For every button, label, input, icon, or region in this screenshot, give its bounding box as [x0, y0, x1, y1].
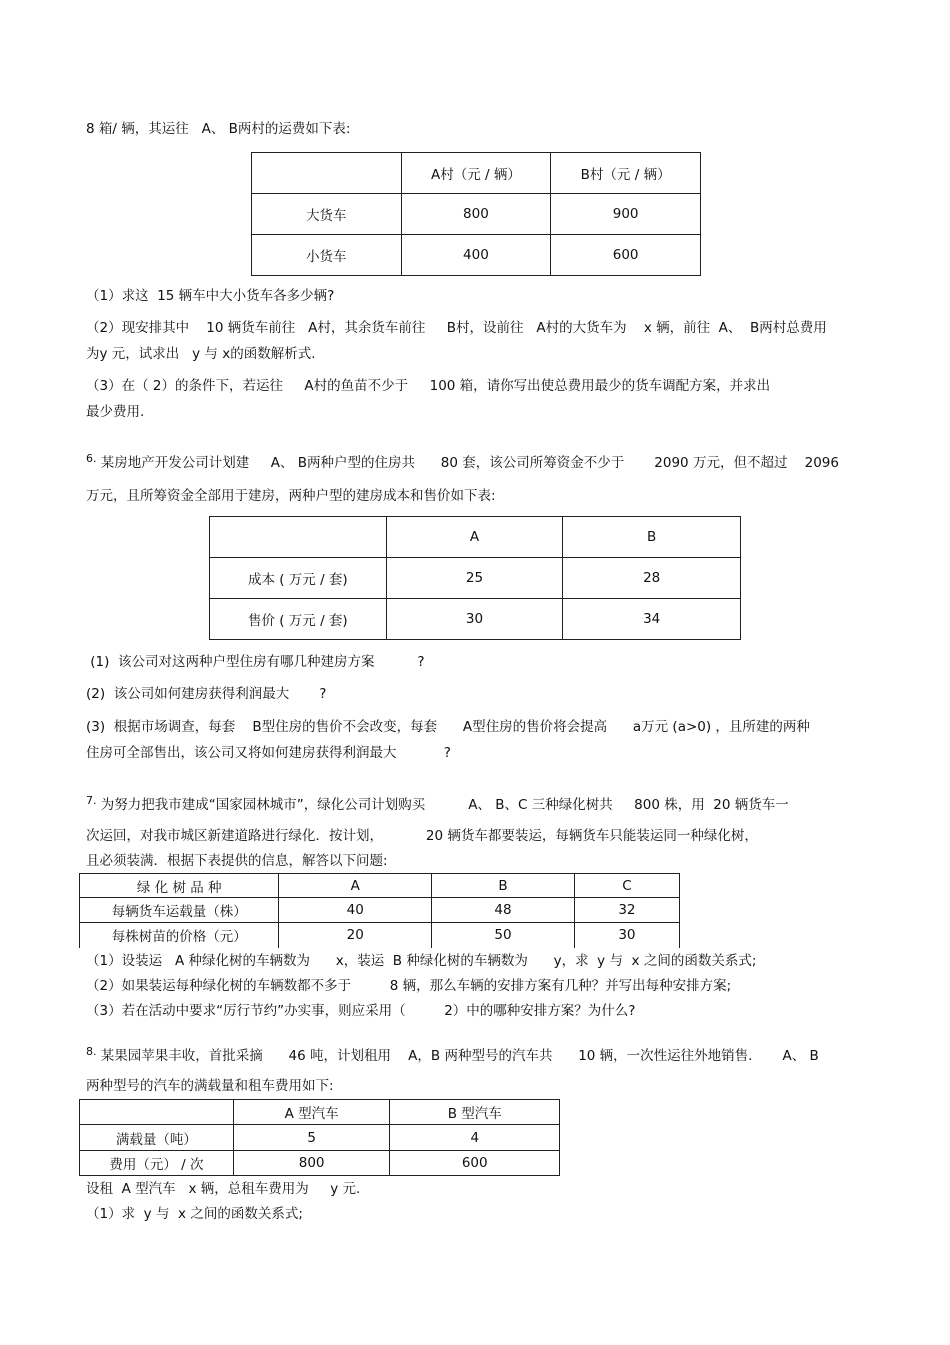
s6-cell: 30: [386, 599, 563, 640]
s8-line1-text: 某果园苹果丰收，首批采摘 46 吨，计划租用 A，B 两种型号的汽车共 10 辆，一次性运往外地销售. A、 B: [96, 1048, 819, 1064]
s6-cell: 28: [563, 558, 741, 599]
s6-q2: (2) 该公司如何建房获得利润最大 ?: [86, 686, 327, 702]
s8-note: 设租 A 型汽车 x 辆，总租车费用为 y 元.: [86, 1181, 361, 1197]
s8-cell: 800: [233, 1151, 390, 1176]
s6-cell: 34: [563, 599, 741, 640]
s5-q1: （1）求这 15 辆车中大小货车各多少辆?: [86, 288, 335, 304]
s6-line1-text: 某房地产开发公司计划建 A、 B两种户型的住房共 80 套，该公司所筹资金不少于 2090 万元，但不超过 2096: [96, 455, 839, 471]
s8-cell: 600: [390, 1151, 560, 1176]
s6-cell: 25: [386, 558, 563, 599]
s7-cell: 每辆货车运载量（株）: [80, 898, 279, 923]
s5-th-2: B村（元 / 辆）: [551, 153, 701, 194]
s7-q2: （2）如果装运每种绿化树的车辆数都不多于 8 辆，那么车辆的安排方案有几种？并写出每种安排方案;: [86, 978, 732, 994]
s8-th-2: B 型汽车: [390, 1100, 560, 1125]
s8-line1: [86, 1043, 819, 1065]
s5-th-1: A村（元 / 辆）: [401, 153, 551, 194]
s6-q3-line2: 住房可全部售出，该公司又将如何建房获得利润最大 ?: [86, 745, 451, 761]
s5-cell: 600: [551, 235, 701, 276]
s7-cell: 32: [574, 898, 679, 923]
s7-th-3: C: [574, 874, 679, 898]
s6-housing-table: [209, 516, 741, 640]
s7-q3: （3）若在活动中要求“厉行节约”办实事，则应采用（ 2）中的哪种安排方案？为什么?: [86, 1003, 636, 1019]
s5-cell: 800: [401, 194, 551, 235]
s8-q1: （1）求 y 与 x 之间的函数关系式;: [86, 1206, 303, 1222]
s7-th-0: 绿 化 树 品 种: [80, 874, 279, 898]
s8-cell: 费用（元） / 次: [80, 1151, 234, 1176]
s6-line2: 万元，且所筹资金全部用于建房，两种户型的建房成本和售价如下表:: [86, 488, 496, 504]
s8-th-1: A 型汽车: [233, 1100, 390, 1125]
s6-cell: 成本 ( 万元 / 套): [210, 558, 387, 599]
s6-q3-line1: (3) 根据市场调查，每套 B型住房的售价不会改变，每套 A型住房的售价将会提高 a万元 (a>0) ，且所建的两种: [86, 719, 810, 735]
s7-th-1: A: [279, 874, 432, 898]
s7-cell: 50: [432, 923, 575, 948]
s8-cell: 5: [233, 1125, 390, 1151]
s5-th-0: [252, 153, 402, 194]
s6-q1: (1) 该公司对这两种户型住房有哪几种建房方案 ?: [86, 654, 425, 670]
s5-cell: 小货车: [252, 235, 402, 276]
s7-line1: [86, 792, 789, 814]
s8-cell: 4: [390, 1125, 560, 1151]
s7-cell: 40: [279, 898, 432, 923]
s5-cell: 400: [401, 235, 551, 276]
s5-q3-line2: 最少费用.: [86, 404, 145, 420]
s6-cell: 售价 ( 万元 / 套): [210, 599, 387, 640]
s7-line2: 次运回，对我市城区新建道路进行绿化．按计划， 20 辆货车都要装运，每辆货车只能装运同一种绿化树，: [86, 828, 758, 844]
s6-line1: [86, 450, 839, 472]
s7-q1: （1）设装运 A 种绿化树的车辆数为 x，装运 B 种绿化树的车辆数为 y，求 y 与 x 之间的函数关系式;: [86, 953, 757, 969]
s5-q2-line1: （2）现安排其中 10 辆货车前往 A村，其余货车前往 B村，设前往 A村的大货车为 x 辆，前往 A、 B两村总费用: [86, 320, 827, 336]
s8-number: 8.: [86, 1045, 97, 1058]
s8-th-0: [80, 1100, 234, 1125]
s5-cell: 大货车: [252, 194, 402, 235]
s7-cell: 30: [574, 923, 679, 948]
s6-th-1: A: [386, 517, 563, 558]
s5-intro: 8 箱/ 辆，其运往 A、 B两村的运费如下表:: [86, 121, 351, 137]
s6-th-0: [210, 517, 387, 558]
s7-th-2: B: [432, 874, 575, 898]
s7-number: 7.: [86, 794, 97, 807]
s7-line3: 且必须装满．根据下表提供的信息，解答以下问题:: [86, 853, 388, 869]
s8-truck-table: [79, 1099, 560, 1176]
s6-th-2: B: [563, 517, 741, 558]
s8-cell: 满载量（吨）: [80, 1125, 234, 1151]
s7-cell: 每株树苗的价格（元）: [80, 923, 279, 948]
s5-q2-line2: 为y 元，试求出 y 与 x的函数解析式.: [86, 346, 316, 362]
s6-number: 6.: [86, 452, 97, 465]
s5-q3-line1: （3）在（ 2）的条件下，若运往 A村的鱼苗不少于 100 箱，请你写出使总费用最少的货车调配方案，并求出: [86, 378, 771, 394]
s5-cell: 900: [551, 194, 701, 235]
s7-cell: 20: [279, 923, 432, 948]
s8-line2: 两种型号的汽车的满载量和租车费用如下:: [86, 1078, 334, 1094]
s7-tree-table: [79, 873, 680, 948]
s5-freight-table: [251, 152, 701, 276]
s7-line1-text: 为努力把我市建成“国家园林城市”，绿化公司计划购买 A、 B、C 三种绿化树共 800 株，用 20 辆货车一: [96, 797, 789, 813]
s7-cell: 48: [432, 898, 575, 923]
